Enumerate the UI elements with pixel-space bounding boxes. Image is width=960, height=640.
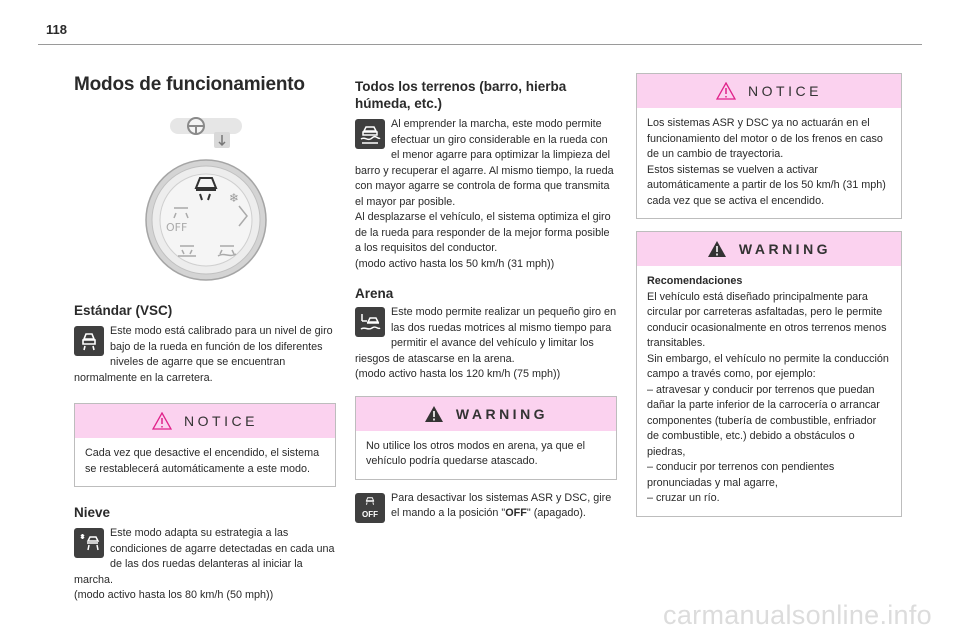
- off-icon-label: OFF: [362, 510, 378, 519]
- warning-list-item: – atravesar y conducir por terrenos que puedan dañar la parte inferior de la carrocería o arrancar componentes (tubería de combustible, enfriador de combustible, etc.) debido a obstáculos o piedras,: [647, 383, 880, 458]
- section-heading-arena: Arena: [355, 286, 394, 301]
- off-text: Para desactivar los sistemas ASR y DSC, gire el mando a la posición "OFF" (apagado).: [391, 491, 612, 519]
- warning-box-1: [355, 396, 617, 480]
- off-mode-icon: [355, 493, 385, 523]
- section-heading-nieve: Nieve: [74, 505, 111, 520]
- snow-mode-icon: [74, 528, 104, 558]
- terrenos-text-2: Al desplazarse el vehículo, el sistema optimiza el giro de la rueda para responder de la mejor forma posible a los requisitos del conductor.: [355, 211, 611, 254]
- warning-text-2: Sin embargo, el vehículo no permite la conducción campo a través como, por ejemplo:: [647, 352, 889, 380]
- notice-text: Cada vez que desactive el encendido, el sistema se restablecerá automáticamente a este modo.: [85, 447, 320, 475]
- warning-header: [356, 397, 616, 431]
- notice-box-2: [636, 73, 902, 219]
- warning-label: WARNING: [738, 241, 832, 257]
- nieve-text: Este modo adapta su estrategia a las condiciones de agarre detectadas en cada una de las dos ruedas delanteras al iniciar la marcha.: [74, 527, 335, 586]
- warning-text: No utilice los otros modos en arena, ya que el vehículo podría quedarse atascado.: [366, 439, 586, 467]
- column-3: [636, 60, 902, 517]
- notice-box-1: [74, 403, 336, 487]
- warning-header: [637, 232, 901, 266]
- mode-selector-dial: [144, 158, 268, 282]
- nieve-note: (modo activo hasta los 80 km/h (50 mph)): [74, 589, 274, 601]
- nieve-paragraph: [74, 526, 336, 588]
- mud-mode-icon: [355, 119, 385, 149]
- notice-label: NOTICE: [748, 83, 822, 99]
- notice-warning-icon: [716, 82, 736, 100]
- svg-text:❄: ❄: [229, 191, 240, 205]
- warning-subheading: Recomendaciones: [647, 275, 743, 287]
- terrenos-text: Al emprender la marcha, este modo permite efectuar un giro considerable en la rueda con el menor agarre para optimizar la limpieza del barro y recuperar el agarre. Al mismo tiempo, la rueda con mayor agarre se controla de forma que transmita el mayor par posible.: [355, 118, 614, 208]
- warning-triangle-icon: [424, 405, 444, 423]
- page-number: 118: [46, 22, 67, 37]
- arena-paragraph: [355, 305, 617, 367]
- standard-mode-icon: [74, 326, 104, 356]
- dial-off-label: OFF: [166, 221, 188, 234]
- warning-triangle-icon: [707, 240, 727, 258]
- watermark: carmanualsonline.info: [663, 600, 932, 630]
- terrenos-paragraph: [355, 117, 617, 210]
- column-1: [74, 60, 336, 604]
- terrenos-note: (modo activo hasta los 50 km/h (31 mph)): [355, 257, 555, 270]
- page-title: Modos de funcionamiento: [74, 74, 305, 95]
- notice-warning-icon: [152, 412, 172, 430]
- notice-text-2: Estos sistemas se vuelven a activar automáticamente a partir de los 50 km/h (31 mph) cada vez que se activa el encendido.: [647, 163, 886, 207]
- off-paragraph: [355, 491, 617, 523]
- steering-wheel-illustration: [166, 114, 246, 154]
- arena-note: (modo activo hasta los 120 km/h (75 mph)): [355, 368, 561, 380]
- warning-list-item: – cruzar un río.: [647, 492, 720, 504]
- notice-label: NOTICE: [184, 413, 258, 429]
- notice-header: [637, 74, 901, 108]
- header-rule: [38, 44, 922, 45]
- notice-header: [75, 404, 335, 438]
- estandar-paragraph: [74, 324, 336, 386]
- column-2: [355, 60, 617, 523]
- warning-box-2: [636, 231, 902, 517]
- sand-mode-icon: [355, 307, 385, 337]
- warning-text: El vehículo está diseñado principalmente para circular por carreteras asfaltadas, pero le permite conducir ocasionalmente en otros terrenos menos transitables.: [647, 290, 887, 349]
- arena-text: Este modo permite realizar un pequeño giro en las dos ruedas motrices al mismo tiempo para permitir el avance del vehículo y limitar los riesgos de atascarse en la arena.: [355, 306, 617, 365]
- warning-list-item: – conducir por terrenos con pendientes pronunciadas y mal agarre,: [647, 461, 835, 489]
- warning-label: WARNING: [455, 405, 549, 422]
- section-heading-estandar: Estándar (VSC): [74, 303, 173, 318]
- section-heading-terrenos: Todos los terrenos (barro, hierba húmeda, etc.): [355, 79, 567, 111]
- notice-text: Los sistemas ASR y DSC ya no actuarán en el funcionamiento del motor o de los frenos en caso de un cambio de trayectoria.: [647, 117, 883, 160]
- estandar-text: Este modo está calibrado para un nivel de giro bajo de la rueda en función de los diferentes niveles de agarre que se encuentran normalmente en la carretera.: [74, 325, 333, 384]
